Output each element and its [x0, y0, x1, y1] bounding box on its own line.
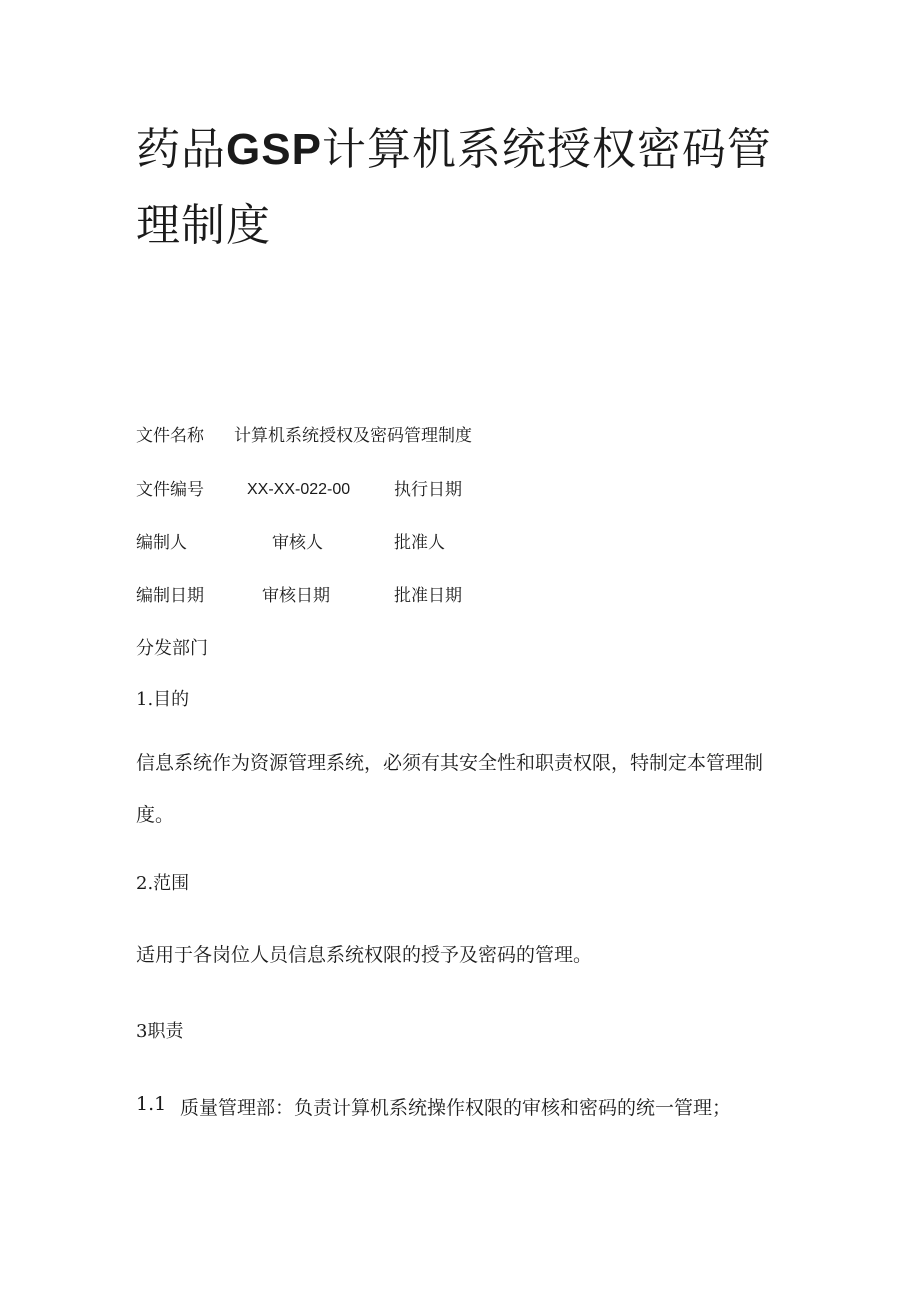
section-3-1-text: 质量管理部：负责计算机系统操作权限的审核和密码的统一管理； [180, 1097, 732, 1119]
section-1-heading: 1.目的 [136, 689, 190, 710]
file-number-label: 文件编号 [136, 480, 204, 500]
reviewer-label: 审核人 [272, 533, 323, 553]
section-1-text: 信息系统作为资源管理系统，必须有其安全性和职责权限，特制定本管理制度。 [136, 752, 764, 826]
compile-date-label: 编制日期 [136, 586, 204, 606]
section-2-heading: 2.范围 [136, 873, 190, 894]
review-date-label: 审核日期 [262, 586, 330, 606]
file-name-label: 文件名称 [136, 426, 204, 446]
title-rest: 计算机系统授权密码管理制度 [136, 124, 772, 251]
distribution-label: 分发部门 [136, 638, 208, 659]
section-3-heading: 3职责 [136, 1021, 184, 1042]
document-title [136, 112, 796, 264]
approver-label: 批准人 [394, 533, 445, 553]
title-prefix: 药品 [136, 124, 226, 175]
section-2-text: 适用于各岗位人员信息系统权限的授予及密码的管理。 [136, 944, 593, 966]
title-latin: GSP [226, 125, 322, 174]
exec-date-label: 执行日期 [394, 480, 462, 500]
section-3-1-number: 1.1 [136, 1093, 167, 1115]
file-number-value: XX-XX-022-00 [247, 481, 351, 498]
compiler-label: 编制人 [136, 533, 187, 553]
file-name-value: 计算机系统授权及密码管理制度 [234, 426, 472, 446]
approve-date-label: 批准日期 [394, 586, 462, 606]
